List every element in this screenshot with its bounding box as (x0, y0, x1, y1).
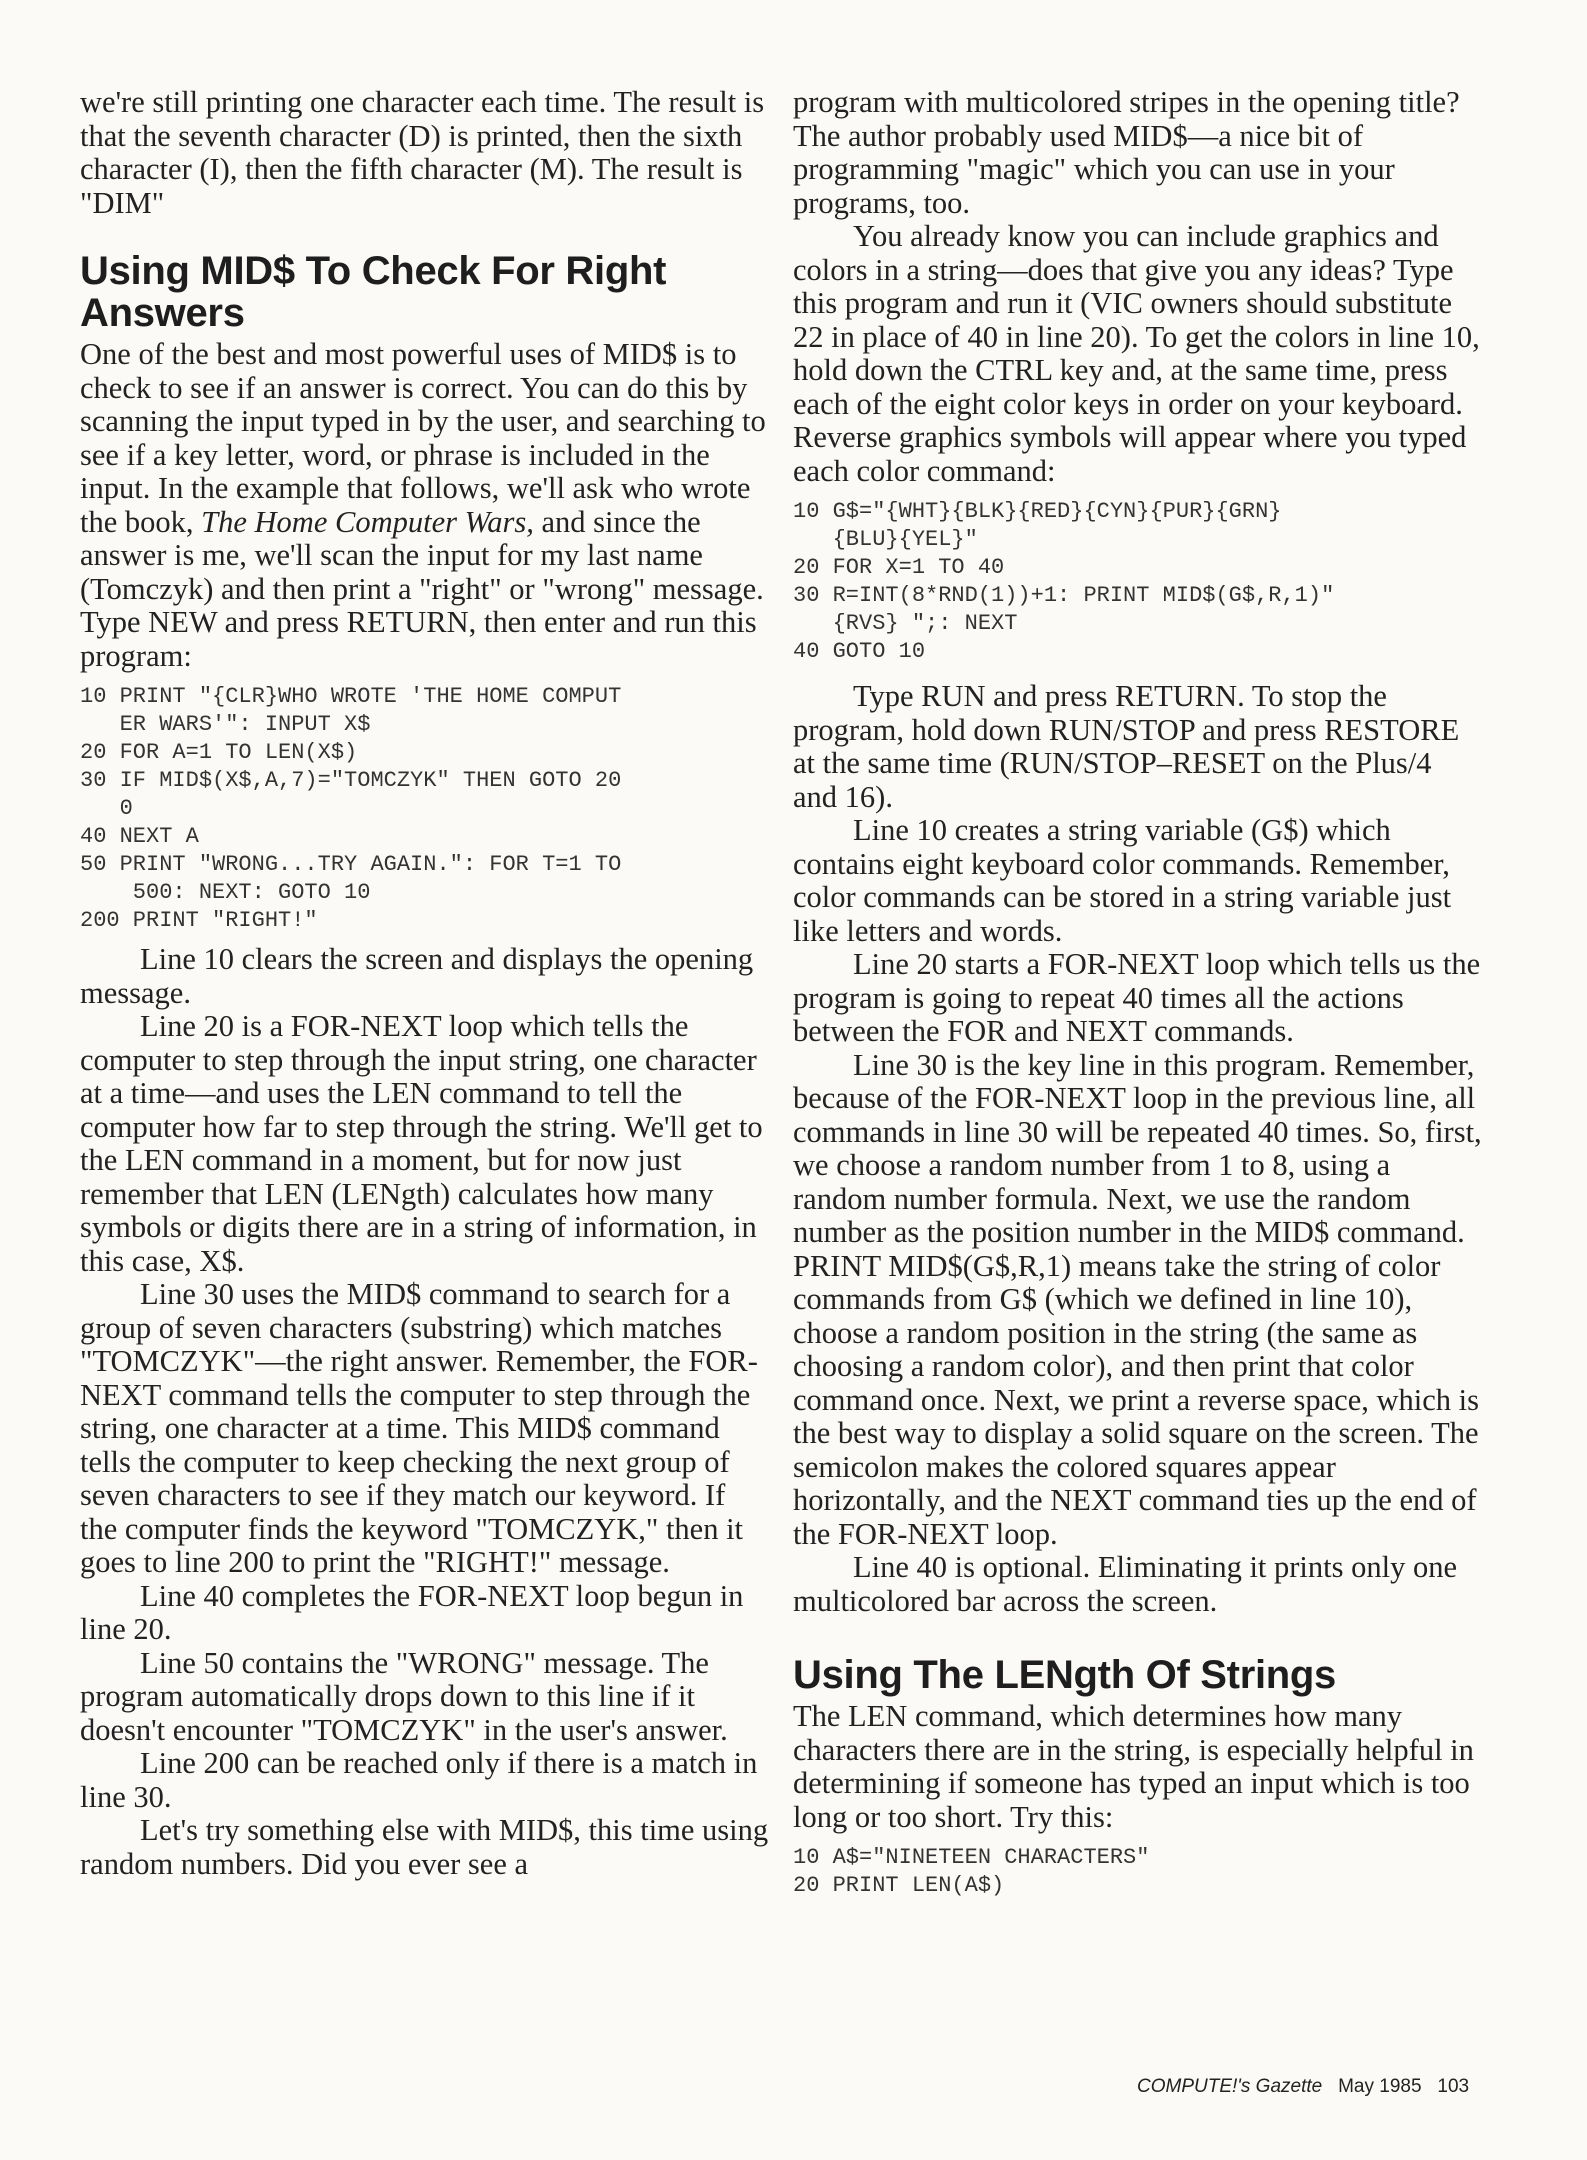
page-number: 103 (1437, 2076, 1470, 2097)
code-line: 200 PRINT "RIGHT!" (80, 908, 318, 933)
code-line: 40 NEXT A (80, 824, 199, 849)
intro-text-a: One of the best and most powerful uses of MID$ is to check to see if an answer is correct. You can do this by scanning the input typed in by the user, and searching to see if a key letter, word, or phrase is included in the input. In the example that follows, we'll ask who wrote the book, (80, 337, 766, 539)
section-heading-mid-check: Using MID$ To Check For Right Answers (80, 249, 667, 335)
code-listing-2 (793, 498, 1483, 666)
code-line: 10 PRINT "{CLR}WHO WROTE 'THE HOME COMPUT (80, 684, 622, 709)
issue-date: May 1985 (1338, 2076, 1422, 2097)
code-line: 20 FOR X=1 TO 40 (793, 555, 1005, 580)
code-line: 30 R=INT(8*RND(1))+1: PRINT MID$(G$,R,1)" (793, 583, 1335, 608)
right-column (793, 86, 1483, 1900)
code-line: 0 (80, 796, 133, 821)
paragraph-right-line30: Line 30 is the key line in this program. Remember, because of the FOR-NEXT loop in the previous line, all commands in line 30 will be repeated 40 times. So, first, we choose a random number from 1 to 8, using a random number formula. Next, we use the random number as the position number in the MID$ command. PRINT MID$(G$,R,1) means take the string of color commands from G$ (which we defined in line 10), choose a random position in the string (the same as choosing a random color), and then print that color command once. Next, we print a reverse space, which is the best way to display a solid square on the screen. The semicolon makes the colored squares appear horizontally, and the NEXT command ties up the end of the FOR-NEXT loop. (793, 1047, 1482, 1551)
code-line: {BLU}{YEL}" (793, 527, 978, 552)
paragraph-right-line10: Line 10 creates a string variable (G$) which contains eight keyboard color commands. Remember, color commands can be stored in a string variable just like letters and words. (793, 813, 1452, 948)
paragraph-random: Let's try something else with MID$, this time using random numbers. Did you ever see a (80, 1813, 769, 1881)
paragraph-continued: we're still printing one character each time. The result is that the seventh character (D) is printed, then the sixth character (I), then the fifth character (M). The result is "DIM" (80, 85, 765, 220)
page-footer (1137, 2076, 1469, 2098)
paragraph-line50: Line 50 contains the "WRONG" message. The program automatically drops down to this line if it doesn't encounter "TOMCZYK" in the user's answer. (80, 1645, 728, 1747)
section-heading-length: Using The LENgth Of Strings (793, 1653, 1336, 1697)
paragraph-run: Type RUN and press RETURN. To stop the program, hold down RUN/STOP and press RESTORE at the same time (RUN/STOP–RESET on the Plus/4 and 16). (793, 679, 1460, 814)
paragraph-colors: You already know you can include graphics and colors in a string—does that give you any ideas? Type this program and run it (VIC owners should substitute 22 in place of 40 in line 20). To get the colors in line 10, hold down the CTRL key and, at the same time, press each of the eight color keys in order on your keyboard. Reverse graphics symbols will appear where you typed each color command: (793, 219, 1480, 488)
paragraph-right-line20: Line 20 starts a FOR-NEXT loop which tells us the program is going to repeat 40 times all the actions between the FOR and NEXT commands. (793, 947, 1481, 1048)
paragraph-line20: Line 20 is a FOR-NEXT loop which tells the computer to step through the input string, one character at a time—and uses the LEN command to tell the computer how far to step through the string. We'll get to the LEN command in a moment, but for now just remember that LEN (LENgth) calculates how many symbols or digits there are in a string of information, in this case, X$. (80, 1009, 763, 1278)
publication-name: COMPUTE!'s Gazette (1137, 2076, 1323, 2097)
paragraph-continued-right: program with multicolored stripes in the opening title? The author probably used MID$—a nice bit of programming "magic" which you can use in your programs, too. (793, 85, 1460, 220)
paragraph-line10: Line 10 clears the screen and displays the opening message. (80, 942, 754, 1010)
code-line: 10 G$="{WHT}{BLK}{RED}{CYN}{PUR}{GRN} (793, 499, 1282, 524)
code-line: 30 IF MID$(X$,A,7)="TOMCZYK" THEN GOTO 20 (80, 768, 622, 793)
code-line: 500: NEXT: GOTO 10 (80, 880, 371, 905)
paragraph-intro (80, 338, 770, 673)
book-title: The Home Computer Wars, (201, 504, 534, 539)
code-listing-3 (793, 1844, 1483, 1900)
paragraph-right-line40: Line 40 is optional. Eliminating it prints only one multicolored bar across the screen. (793, 1550, 1458, 1618)
paragraph-len: The LEN command, which determines how many characters there are in the string, is especially helpful in determining if someone has typed an input which is too long or too short. Try this: (793, 1699, 1474, 1834)
code-line: 40 GOTO 10 (793, 639, 926, 664)
paragraph-line200: Line 200 can be reached only if there is a match in line 30. (80, 1746, 758, 1814)
code-line: 20 PRINT LEN(A$) (793, 1873, 1005, 1898)
code-line: 10 A$="NINETEEN CHARACTERS" (793, 1845, 1150, 1870)
code-line: ER WARS'": INPUT X$ (80, 712, 371, 737)
code-line: 20 FOR A=1 TO LEN(X$) (80, 740, 358, 765)
intro-text-b: and since the answer is me, we'll scan the input for my last name (Tomczyk) and then print a "right" or "wrong" message. Type NEW and press RETURN, then enter and run this program: (80, 504, 764, 673)
code-line: 50 PRINT "WRONG...TRY AGAIN.": FOR T=1 TO (80, 852, 622, 877)
code-line: {RVS} ";: NEXT (793, 611, 1018, 636)
paragraph-line30: Line 30 uses the MID$ command to search for a group of seven characters (substring) which matches "TOMCZYK"—the right answer. Remember, the FOR-NEXT command tells the computer to step through the string, one character at a time. This MID$ command tells the computer to keep checking the next group of seven characters to see if they match our keyword. If the computer finds the keyword "TOMCZYK," then it goes to line 200 to print the "RIGHT!" message. (80, 1277, 758, 1579)
paragraph-line40: Line 40 completes the FOR-NEXT loop begun in line 20. (80, 1578, 744, 1646)
code-listing-1 (80, 683, 770, 935)
left-column (80, 86, 770, 1881)
